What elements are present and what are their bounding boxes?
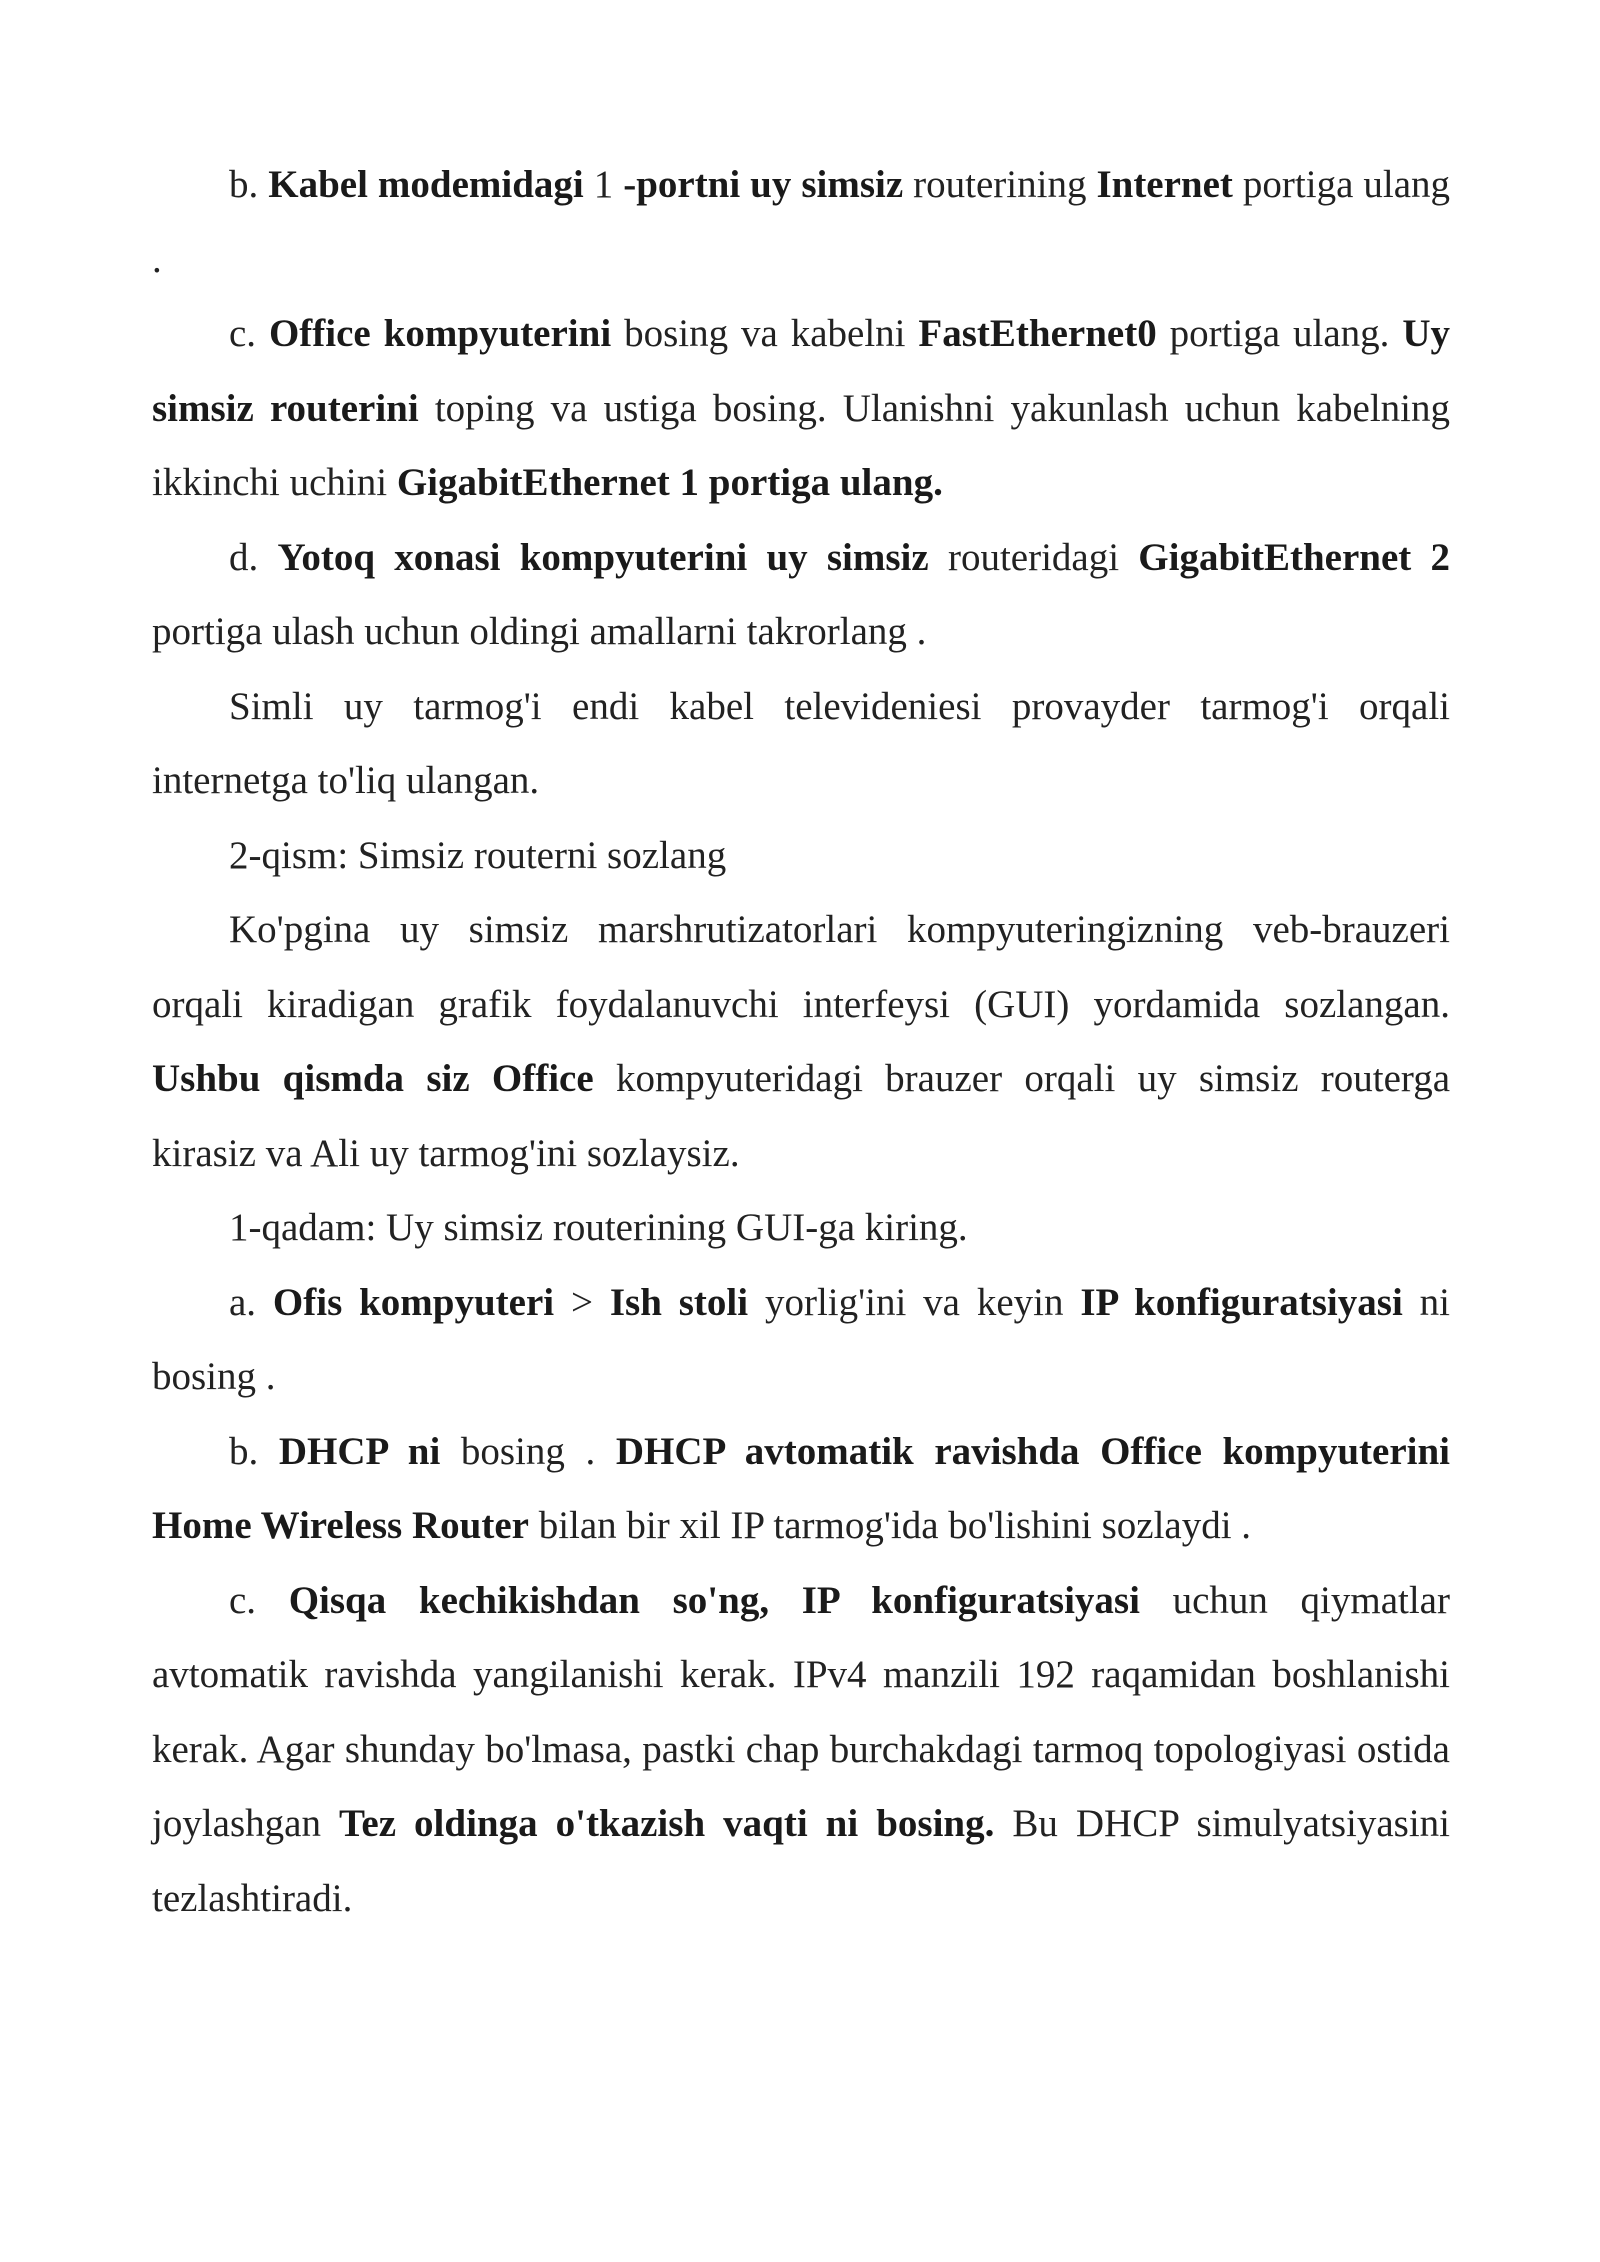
text-run: 1-qadam: Uy simsiz routerining GUI-ga kiring. bbox=[229, 1206, 968, 1249]
text-run: portiga ulang. bbox=[1156, 312, 1403, 355]
text-run: Bu DHCP simulyatsiyasini tezlashtiradi. bbox=[152, 1802, 1450, 1920]
bold-text-run: Kabel modemidagi bbox=[268, 163, 584, 206]
bold-text-run: IP konfiguratsiyasi bbox=[1080, 1280, 1403, 1324]
paragraph-7 bbox=[152, 1191, 1450, 1266]
text-run: Simli uy tarmog'i endi kabel televideniesi provayder tarmog'i orqali internetga to'liq ulangan. bbox=[152, 684, 1450, 802]
bold-text-run: -portni uy simsiz bbox=[623, 163, 904, 206]
bold-text-run: Ushbu qismda siz Office bbox=[152, 1057, 594, 1100]
paragraph-9 bbox=[152, 1415, 1450, 1564]
bold-text-run: Tez oldinga o'tkazish vaqti ni bosing. bbox=[338, 1802, 995, 1845]
bold-text-run: GigabitEthernet 1 portiga ulang. bbox=[396, 461, 943, 504]
paragraph-1 bbox=[152, 148, 1450, 297]
text-run: a. bbox=[229, 1280, 273, 1324]
bold-text-run: Office kompyuterini bbox=[268, 312, 612, 355]
text-run: 1 bbox=[583, 163, 624, 206]
text-run: d. bbox=[229, 535, 278, 579]
document-page bbox=[152, 148, 1450, 1936]
text-run: c. bbox=[229, 312, 269, 355]
text-run: kompyuteridagi brauzer orqali uy simsiz routerga kirasiz va Ali uy tarmog'ini sozlaysiz. bbox=[152, 1057, 1450, 1175]
text-run: bosing va kabelni bbox=[611, 312, 919, 355]
bold-text-run: Ish stoli bbox=[609, 1280, 749, 1324]
bold-text-run: Qisqa kechikishdan so'ng, IP konfiguratsiyasi bbox=[288, 1578, 1140, 1622]
text-run: b. bbox=[229, 163, 269, 206]
paragraph-3 bbox=[152, 521, 1450, 670]
text-run: routerining bbox=[903, 163, 1097, 206]
paragraph-10 bbox=[152, 1564, 1450, 1937]
text-run: > bbox=[554, 1280, 610, 1324]
text-run: Ko'pgina uy simsiz marshrutizatorlari kompyuteringizning veb-brauzeri orqali kiradigan grafik foydalanuvchi interfeysi (GUI) yordamida sozlangan. bbox=[152, 908, 1450, 1026]
text-run: 2-qism: Simsiz routerni sozlang bbox=[229, 833, 727, 877]
paragraph-6 bbox=[152, 893, 1450, 1191]
paragraph-4 bbox=[152, 670, 1450, 819]
text-run: ni bosing . bbox=[152, 1280, 1450, 1398]
paragraph-2 bbox=[152, 297, 1450, 521]
text-run: portiga ulash uchun oldingi amallarni takrorlang . bbox=[152, 610, 927, 653]
bold-text-run: Internet bbox=[1096, 163, 1233, 206]
bold-text-run: Uy simsiz routerini bbox=[152, 312, 1450, 430]
text-run: b. bbox=[229, 1429, 279, 1473]
bold-text-run: FastEthernet0 bbox=[918, 312, 1157, 355]
bold-text-run: GigabitEthernet 2 bbox=[1138, 535, 1451, 579]
text-run: uchun qiymatlar avtomatik ravishda yangilanishi kerak. IPv4 manzili 192 raqamidan boshlanishi kerak. Agar shunday bo'lmasa, pastki chap burchakdagi tarmoq topologiyasi ostida joylashgan bbox=[152, 1578, 1450, 1845]
bold-text-run: Yotoq xonasi kompyuterini uy simsiz bbox=[277, 535, 929, 579]
text-run: portiga ulang . bbox=[152, 163, 1451, 281]
text-run: bosing . bbox=[440, 1429, 616, 1473]
text-run: c. bbox=[229, 1578, 289, 1622]
bold-text-run: DHCP ni bbox=[278, 1429, 441, 1473]
bold-text-run: DHCP avtomatik ravishda Office kompyuterini Home Wireless Router bbox=[152, 1429, 1450, 1547]
paragraph-5 bbox=[152, 819, 1450, 894]
bold-text-run: Ofis kompyuteri bbox=[272, 1280, 555, 1324]
text-run: bilan bir xil IP tarmog'ida bo'lishini sozlaydi . bbox=[528, 1504, 1252, 1547]
text-run: routeridagi bbox=[928, 535, 1139, 579]
text-run: yorlig'ini va keyin bbox=[748, 1280, 1081, 1324]
paragraph-8 bbox=[152, 1266, 1450, 1415]
text-run: toping va ustiga bosing. Ulanishni yakunlash uchun kabelning ikkinchi uchini bbox=[152, 386, 1450, 504]
